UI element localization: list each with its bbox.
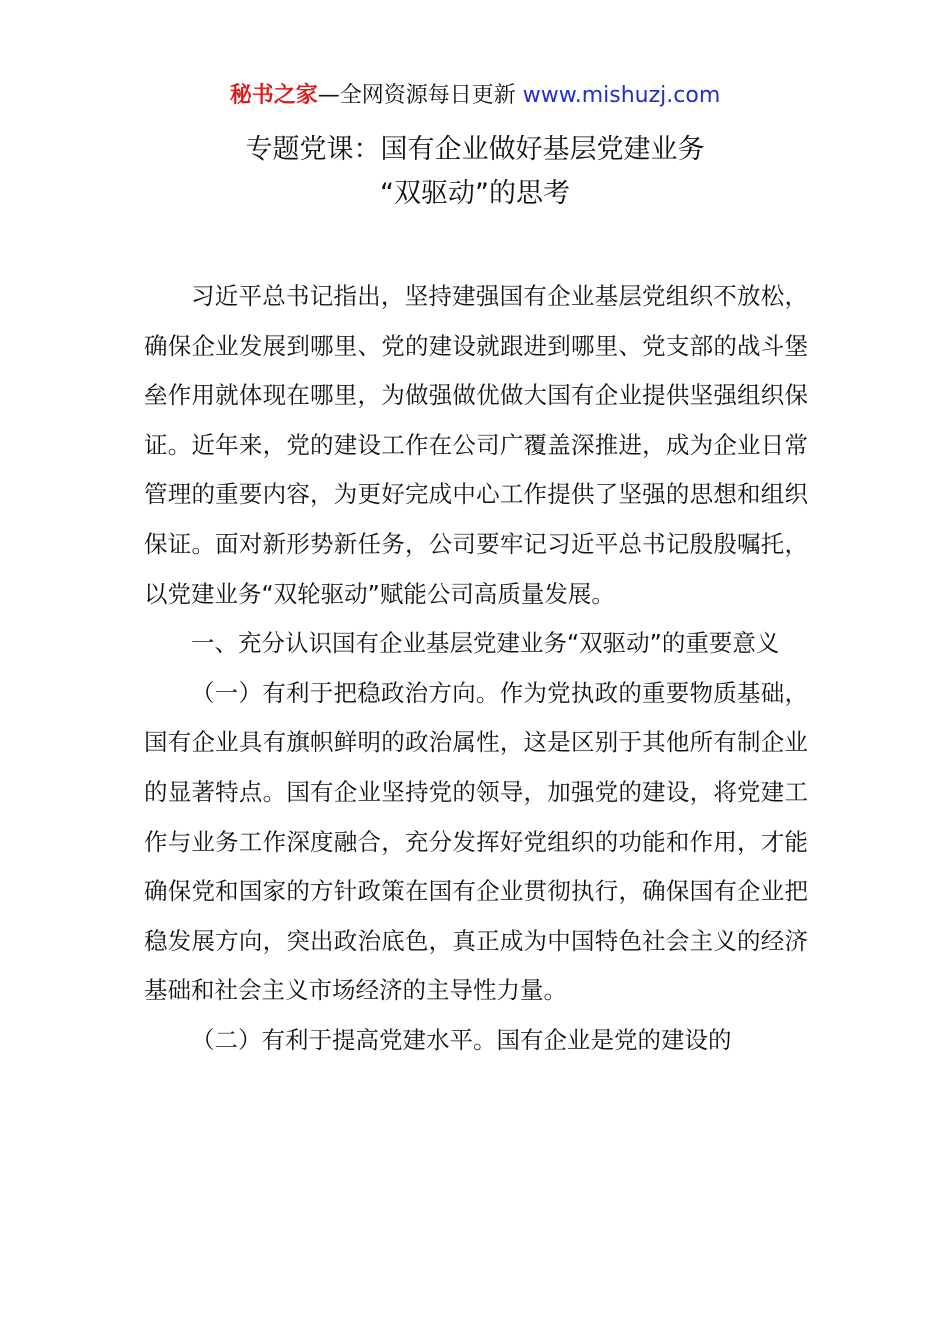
brand-name: 秘书之家	[229, 83, 318, 108]
header-tagline: —全网资源每日更新	[317, 83, 523, 108]
paragraph-subsection-1: （一）有利于把稳政治方向。作为党执政的重要物质基础，国有企业具有旗帜鲜明的政治属性，这是区别于其他所有制企业的显著特点。国有企业坚持党的领导，加强党的建设，将党建工作与业务工作深度融合，充分发挥好党组织的功能和作用，才能确保党和国家的方针政策在国有企业贯彻执行，确保国有企业把稳发展方向，突出政治底色，真正成为中国特色社会主义的经济基础和社会主义市场经济的主导性力量。	[144, 678, 808, 1005]
title-line-1: 专题党课：国有企业做好基层党建业务	[245, 134, 705, 165]
document-title	[0, 128, 950, 216]
paragraph-intro: 习近平总书记指出，坚持建强国有企业基层党组织不放松，确保企业发展到哪里、党的建设就跟进到哪里、党支部的战斗堡垒作用就体现在哪里，为做强做优做大国有企业提供坚强组织保证。近年来，党的建设工作在公司广覆盖深推进，成为企业日常管理的重要内容，为更好完成中心工作提供了坚强的思想和组织保证。面对新形势新任务，公司要牢记习近平总书记殷殷嘱托，以党建业务“双轮驱动”赋能公司高质量发展。	[144, 282, 808, 608]
title-line-2: “双驱动”的思考	[380, 178, 570, 209]
section-heading-1: 一、充分认识国有企业基层党建业务“双驱动”的重要意义	[191, 629, 780, 658]
document-body	[144, 272, 808, 1066]
paragraph-subsection-2: （二）有利于提高党建水平。国有企业是党的建设的	[191, 1025, 732, 1054]
site-link[interactable]: www.mishuzj.com	[522, 83, 721, 108]
site-header	[0, 80, 950, 112]
